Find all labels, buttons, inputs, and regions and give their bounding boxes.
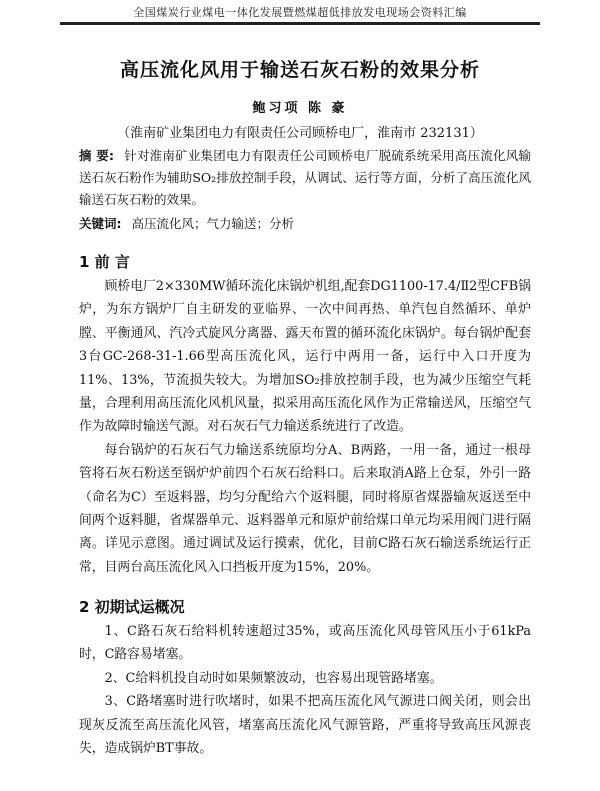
article-affiliation: （淮南矿业集团电力有限责任公司顾桥电厂，淮南市 232131） xyxy=(117,126,483,141)
abstract-text: 针对淮南矿业集团电力有限责任公司顾桥电厂脱硫系统采用高压流化风输送石灰石粉作为辅助SO₂排放控制手段，从调试、运行等方面，分析了高压流化风输送石灰石粉的效果。 xyxy=(79,148,531,207)
paragraph: 3、C路堵塞时进行吹堵时，如果不把高压流化风气源进口阀关闭，则会出现灰反流至高压流化风管，堵塞高压流化风气源管路，严重将导致高压风源丧失，造成锅炉BT事故。 xyxy=(79,694,531,757)
paragraph: 2、C给料机投自动时如果频繁波动，也容易出现管路堵塞。 xyxy=(104,670,443,686)
section-heading-1: 1 前 言 xyxy=(79,253,130,271)
keywords-label: 关键词: xyxy=(79,216,122,231)
keywords-text: 高压流化风；气力输送；分析 xyxy=(131,216,295,231)
section-heading-2: 2 初期试运概况 xyxy=(79,598,185,616)
keywords xyxy=(79,214,531,234)
paragraph: 1、C路石灰石给料机转速超过35%，或高压流化风母管风压小于61kPa时，C路容易堵塞。 xyxy=(79,624,531,663)
section-2-body xyxy=(79,620,531,760)
abstract xyxy=(79,145,531,211)
section-1-body xyxy=(79,275,531,579)
header-rule xyxy=(60,22,540,23)
article-title: 高压流化风用于输送石灰石粉的效果分析 xyxy=(119,59,480,81)
abstract-label: 摘 要: xyxy=(79,148,115,163)
paragraph: 顾桥电厂2×330MW循环流化床锅炉机组,配套DG1100-17.4/Ⅱ2型CFB锅炉，为东方锅炉厂自主研发的亚临界、一次中间再热、单汽包自然循环、单炉膛、平衡通风、汽冷式旋风分离器、露天布置的循环流化床锅炉。每台锅炉配套3台GC-268-31-1.66型高压流化风，运行中两用一备，运行中入口开度为11%、13%，节流损失较大。为增加SO₂排放控制手段，也为减少压缩空气耗量，合理利用高压流化风机风量，拟采用高压流化风作为正常输送风，压缩空气作为故障时输送气源。对石灰石气力输送系统进行了改造。 xyxy=(79,279,531,435)
article-authors: 鲍习项 陈 豪 xyxy=(252,101,348,116)
paragraph: 每台锅炉的石灰石气力输送系统原均分A、B两路，一用一备，通过一根母管将石灰石粉送至锅炉炉前四个石灰石给料口。后来取消A路上仓泵，外引一路（命名为C）至返料器，均匀分配给六个返料腿，同时将原省煤器输灰返送至中间两个返料腿，省煤器单元、返料器单元和原炉前给煤口单元均采用阀门进行隔离。详见示意图。通过调试及运行摸索，优化，目前C路石灰石输送系统运行正常，目两台高压流化风入口挡板开度为15%，20%。 xyxy=(79,442,531,575)
running-header: 全国煤炭行业煤电一体化发展暨燃煤超低排放发电现场会资料汇编 xyxy=(60,4,540,25)
